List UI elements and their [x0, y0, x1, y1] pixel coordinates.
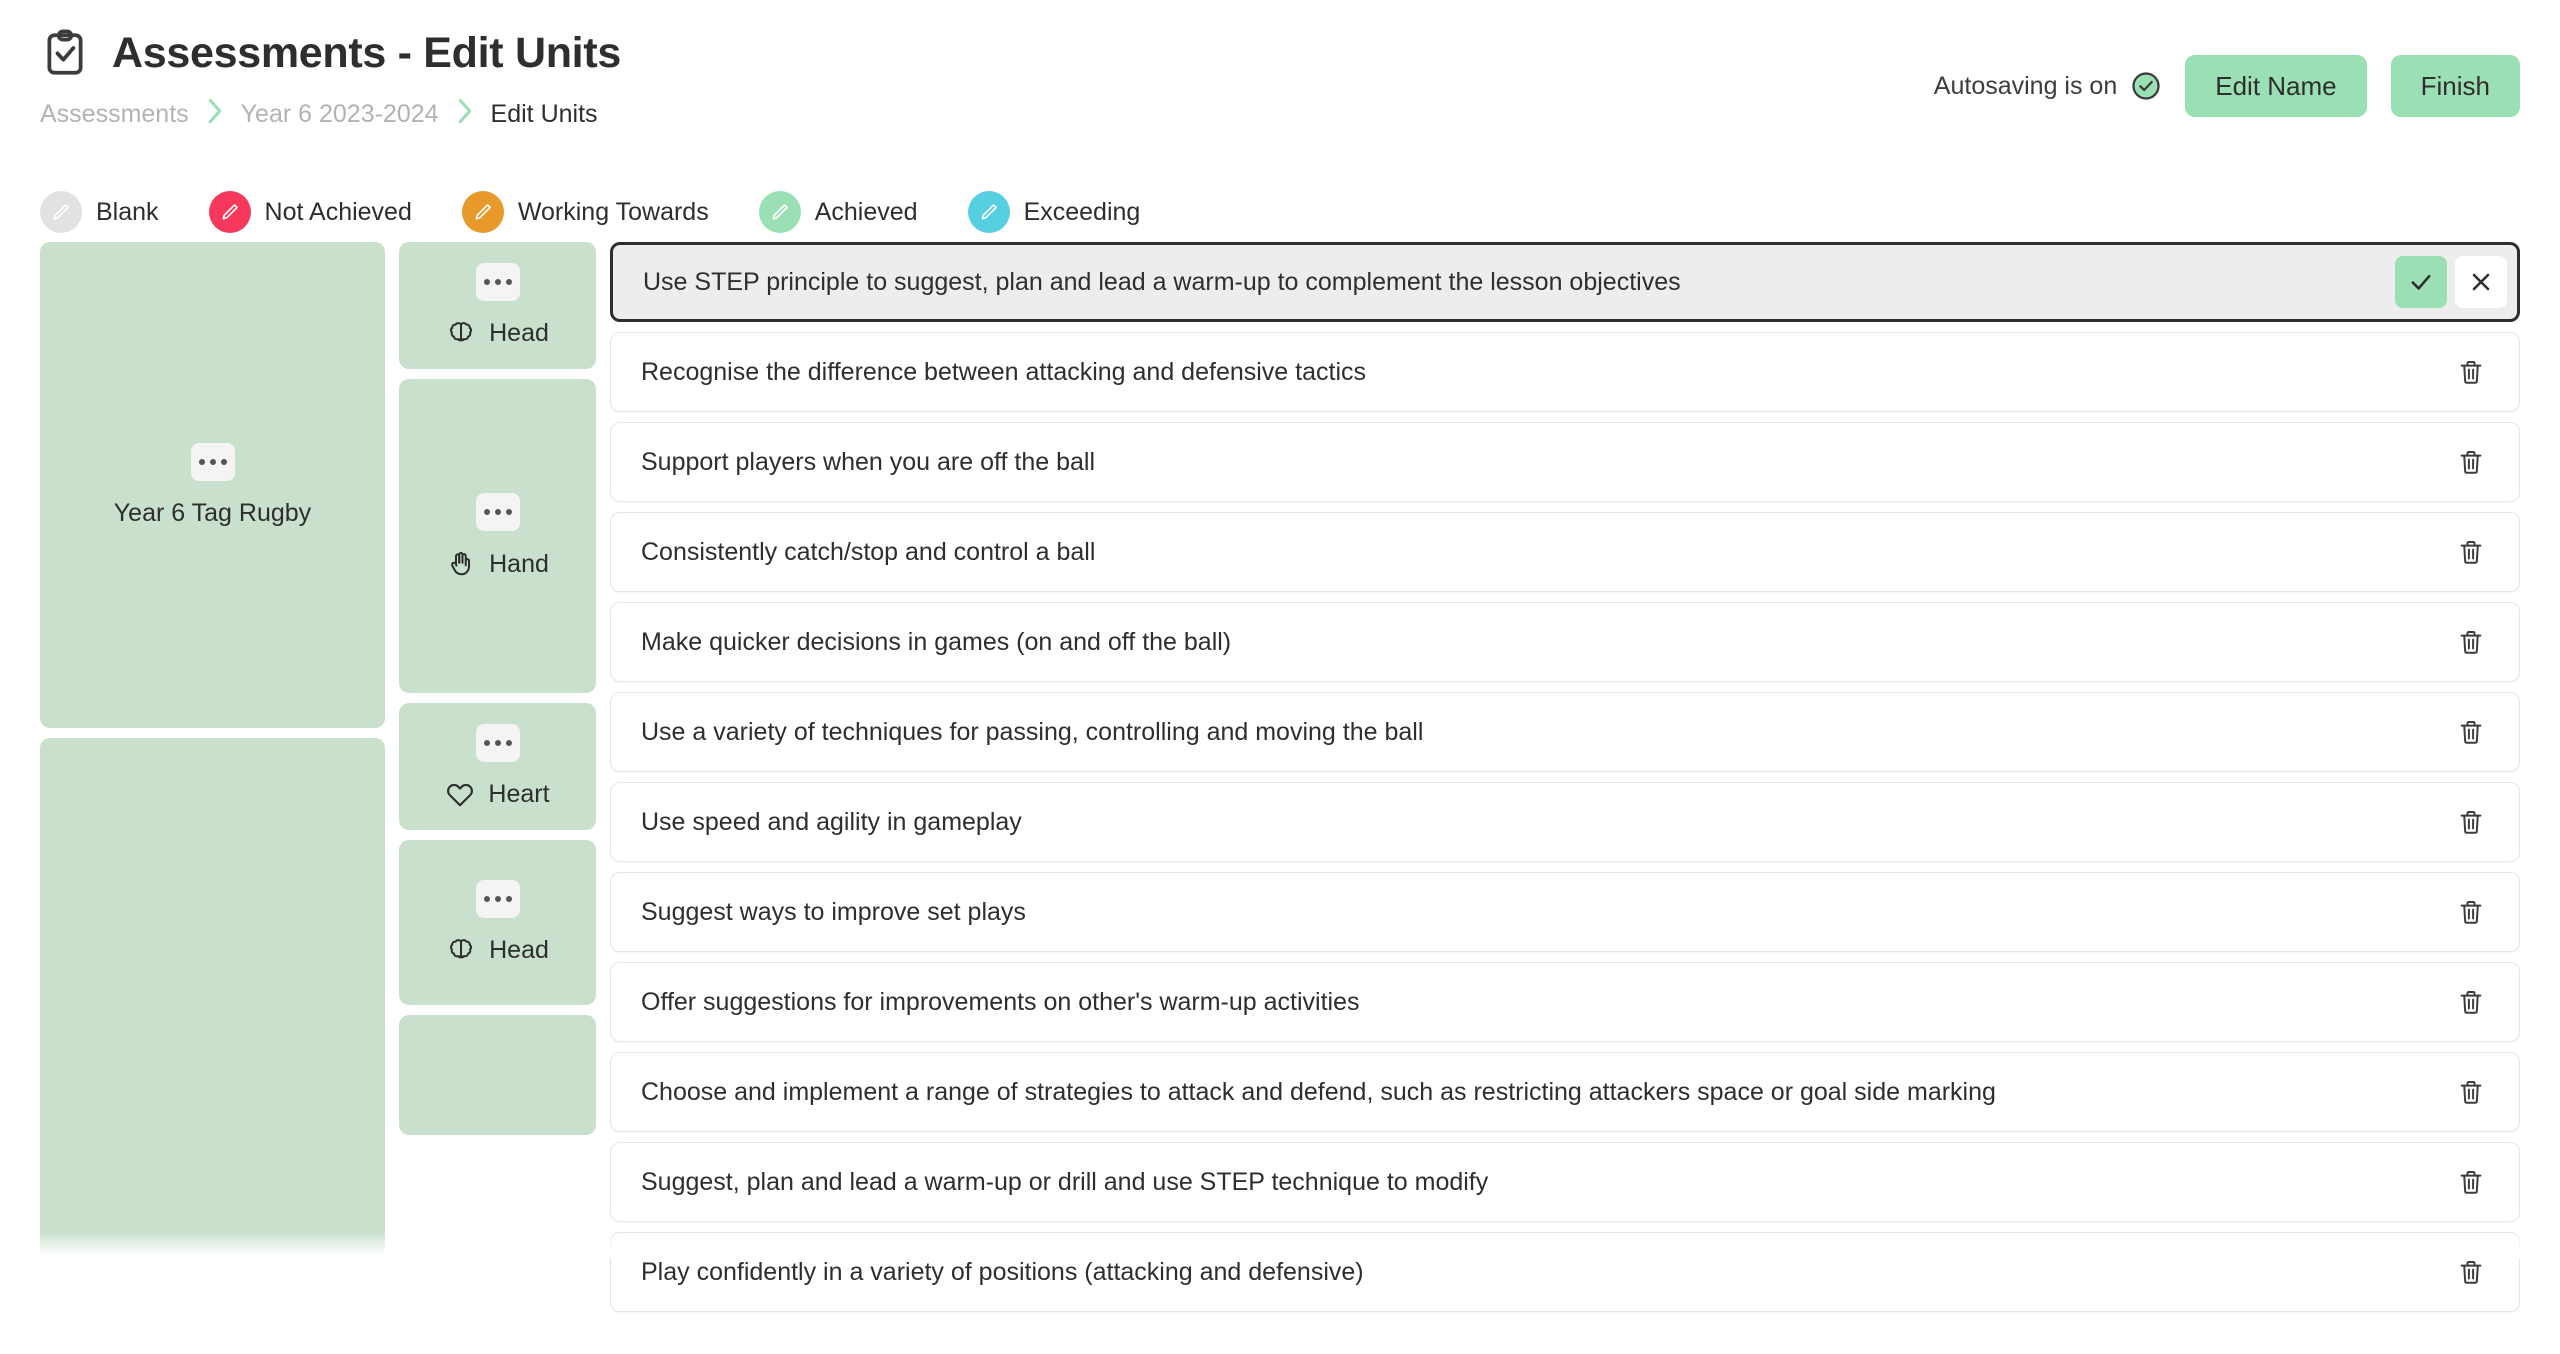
objective-text[interactable]: Play confidently in a variety of positions (attacking and defensive) [641, 1257, 1364, 1286]
objective-row-partial-wrapper [610, 1232, 2520, 1286]
category-card-hand[interactable] [399, 379, 596, 693]
objectives-column [610, 242, 2520, 1286]
objective-text[interactable]: Consistently catch/stop and control a ball [641, 537, 1096, 566]
trash-icon [2457, 988, 2485, 1016]
objective-row[interactable] [610, 602, 2520, 682]
objective-text[interactable]: Suggest ways to improve set plays [641, 897, 1026, 926]
objective-text-input[interactable]: Use STEP principle to suggest, plan and lead a warm-up to complement the lesson objectives [643, 267, 1681, 296]
delete-objective-button[interactable] [2451, 352, 2491, 392]
legend-item-not-achieved[interactable] [209, 191, 412, 233]
brain-icon [446, 319, 476, 349]
category-menu-ellipsis-icon[interactable] [476, 880, 520, 918]
objective-row[interactable] [610, 872, 2520, 952]
page-title: Assessments - Edit Units [112, 28, 621, 77]
units-board [0, 242, 2560, 1286]
legend-label: Exceeding [1023, 197, 1141, 226]
legend-label: Not Achieved [264, 197, 412, 226]
trash-icon [2457, 898, 2485, 926]
objective-row[interactable] [610, 692, 2520, 772]
delete-objective-button[interactable] [2451, 1072, 2491, 1112]
delete-objective-button[interactable] [2451, 802, 2491, 842]
objective-text[interactable]: Support players when you are off the ball [641, 447, 1095, 476]
trash-icon [2457, 1258, 2485, 1286]
trash-icon [2457, 448, 2485, 476]
legend-item-exceeding[interactable] [968, 191, 1141, 233]
cancel-edit-button[interactable] [2455, 256, 2507, 308]
chevron-right-icon [457, 98, 473, 131]
trash-icon [2457, 538, 2485, 566]
legend-item-achieved[interactable] [759, 191, 918, 233]
check-circle-icon [2131, 71, 2161, 101]
header-actions [1934, 55, 2520, 117]
delete-objective-button[interactable] [2451, 442, 2491, 482]
legend-item-working-towards[interactable] [462, 191, 709, 233]
trash-icon [2457, 358, 2485, 386]
heart-icon [445, 780, 475, 810]
objective-row[interactable] [610, 1052, 2520, 1132]
objective-row[interactable] [610, 422, 2520, 502]
legend-label: Blank [96, 197, 159, 226]
pencil-icon [209, 191, 251, 233]
objective-row[interactable] [610, 1232, 2520, 1312]
objective-text[interactable]: Make quicker decisions in games (on and off the ball) [641, 627, 1232, 656]
delete-objective-button[interactable] [2451, 892, 2491, 932]
objective-row[interactable] [610, 962, 2520, 1042]
objective-row[interactable] [610, 512, 2520, 592]
brain-icon [446, 936, 476, 966]
delete-objective-button[interactable] [2451, 712, 2491, 752]
close-icon [2467, 268, 2495, 296]
category-label-row [446, 549, 549, 579]
delete-objective-button[interactable] [2451, 1162, 2491, 1202]
category-card-heart[interactable] [399, 703, 596, 830]
objective-row[interactable] [610, 782, 2520, 862]
category-name: Hand [489, 549, 549, 578]
page-header [0, 0, 2560, 178]
objective-text[interactable]: Use a variety of techniques for passing, controlling and moving the ball [641, 717, 1424, 746]
legend-label: Working Towards [517, 197, 709, 226]
trash-icon [2457, 1168, 2485, 1196]
chevron-right-icon [207, 98, 223, 131]
category-menu-ellipsis-icon[interactable] [476, 724, 520, 762]
unit-menu-ellipsis-icon[interactable] [191, 443, 235, 481]
trash-icon [2457, 718, 2485, 746]
delete-objective-button[interactable] [2451, 622, 2491, 662]
objective-text[interactable]: Offer suggestions for improvements on other's warm-up activities [641, 987, 1360, 1016]
category-name: Heart [488, 780, 550, 808]
unit-card[interactable] [40, 242, 385, 728]
objective-text[interactable]: Suggest, plan and lead a warm-up or drill and use STEP technique to modify [641, 1167, 1489, 1196]
category-menu-ellipsis-icon[interactable] [476, 263, 520, 301]
trash-icon [2457, 628, 2485, 656]
finish-button[interactable]: Finish [2391, 55, 2520, 117]
clipboard-check-icon [40, 28, 90, 78]
category-column [399, 242, 596, 1145]
autosave-label: Autosaving is on [1933, 71, 2118, 100]
unit-card[interactable] [40, 738, 385, 1258]
category-card-head-2[interactable] [399, 840, 596, 1005]
category-label-row [445, 780, 549, 810]
category-card-partial[interactable] [399, 1015, 596, 1135]
pencil-icon [40, 191, 82, 233]
pencil-icon [968, 191, 1010, 233]
category-card-head[interactable] [399, 242, 596, 369]
delete-objective-button[interactable] [2451, 982, 2491, 1022]
hand-icon [446, 549, 476, 579]
objective-row-editing[interactable] [610, 242, 2520, 322]
objective-text[interactable]: Choose and implement a range of strategies to attack and defend, such as restricting attackers space or goal side marking [641, 1077, 1996, 1106]
unit-column [40, 242, 385, 1268]
category-name: Head [489, 936, 549, 964]
category-menu-ellipsis-icon[interactable] [476, 493, 520, 531]
check-icon [2407, 268, 2435, 296]
legend-item-blank[interactable] [40, 191, 159, 233]
breadcrumb-item-edit-units: Edit Units [490, 100, 598, 128]
objective-row[interactable] [610, 1142, 2520, 1222]
breadcrumb-item-assessments[interactable]: Assessments [40, 100, 189, 128]
autosave-status [1934, 71, 2161, 101]
trash-icon [2457, 808, 2485, 836]
breadcrumb-item-year[interactable]: Year 6 2023-2024 [240, 100, 439, 128]
pencil-icon [462, 191, 504, 233]
trash-icon [2457, 1078, 2485, 1106]
delete-objective-button[interactable] [2451, 532, 2491, 572]
pencil-icon [759, 191, 801, 233]
objective-row[interactable] [610, 332, 2520, 412]
status-legend [0, 182, 2560, 242]
delete-objective-button[interactable] [2451, 1252, 2491, 1292]
category-label-row [446, 936, 549, 966]
objective-text[interactable]: Use speed and agility in gameplay [641, 807, 1022, 836]
unit-name: Year 6 Tag Rugby [113, 498, 312, 527]
legend-label: Achieved [814, 197, 918, 226]
confirm-edit-button[interactable] [2395, 256, 2447, 308]
category-name: Head [489, 319, 549, 347]
edit-actions [2395, 256, 2507, 308]
edit-name-button[interactable]: Edit Name [2185, 55, 2366, 117]
objective-text[interactable]: Recognise the difference between attacking and defensive tactics [641, 357, 1366, 386]
category-label-row [446, 319, 549, 349]
